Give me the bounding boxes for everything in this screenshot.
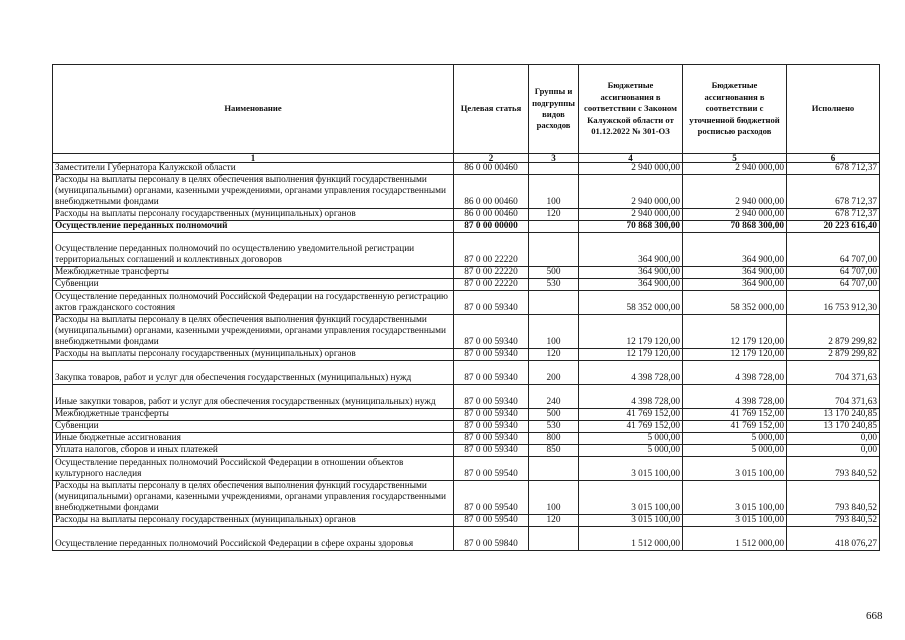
row-target-article: 87 0 00 59340 bbox=[454, 291, 529, 315]
row-budget-refined: 4 398 728,00 bbox=[683, 361, 787, 385]
row-expense-group: 500 bbox=[529, 267, 579, 279]
table-row bbox=[53, 233, 880, 267]
row-name: Закупка товаров, работ и услуг для обеспечения государственных (муниципальных) нужд bbox=[53, 361, 454, 385]
row-executed: 678 712,37 bbox=[787, 163, 880, 175]
row-budget-law: 2 940 000,00 bbox=[579, 175, 683, 209]
table-row bbox=[53, 445, 880, 457]
row-expense-group: 120 bbox=[529, 349, 579, 361]
budget-execution-table bbox=[52, 64, 880, 551]
row-executed: 793 840,52 bbox=[787, 481, 880, 515]
row-budget-refined: 58 352 000,00 bbox=[683, 291, 787, 315]
row-name: Субвенции bbox=[53, 421, 454, 433]
header-name: Наименование bbox=[53, 65, 454, 154]
row-budget-refined: 12 179 120,00 bbox=[683, 349, 787, 361]
row-name: Иные закупки товаров, работ и услуг для обеспечения государственных (муниципальных) нужд bbox=[53, 385, 454, 409]
row-budget-refined: 2 940 000,00 bbox=[683, 175, 787, 209]
row-budget-refined: 364 900,00 bbox=[683, 267, 787, 279]
table-row bbox=[53, 527, 880, 551]
row-executed: 64 707,00 bbox=[787, 279, 880, 291]
row-budget-refined: 3 015 100,00 bbox=[683, 481, 787, 515]
row-target-article: 87 0 00 59840 bbox=[454, 527, 529, 551]
row-budget-refined: 1 512 000,00 bbox=[683, 527, 787, 551]
table-row bbox=[53, 291, 880, 315]
row-budget-law: 41 769 152,00 bbox=[579, 421, 683, 433]
row-target-article: 87 0 00 59540 bbox=[454, 481, 529, 515]
table-row bbox=[53, 175, 880, 209]
row-name: Осуществление переданных полномочий Российской Федерации в отношении объектов культурного наследия bbox=[53, 457, 454, 481]
row-target-article: 87 0 00 22220 bbox=[454, 279, 529, 291]
row-executed: 678 712,37 bbox=[787, 175, 880, 209]
row-target-article: 87 0 00 59340 bbox=[454, 349, 529, 361]
row-budget-refined: 364 900,00 bbox=[683, 279, 787, 291]
header-budget-refined: Бюджетные ассигнования в соответствии с уточненной бюджетной росписью расходов bbox=[683, 65, 787, 154]
row-budget-refined: 364 900,00 bbox=[683, 233, 787, 267]
row-budget-refined: 3 015 100,00 bbox=[683, 515, 787, 527]
row-executed: 793 840,52 bbox=[787, 457, 880, 481]
row-budget-law: 4 398 728,00 bbox=[579, 361, 683, 385]
row-expense-group bbox=[529, 233, 579, 267]
table-row bbox=[53, 385, 880, 409]
row-target-article: 87 0 00 59340 bbox=[454, 445, 529, 457]
row-executed: 704 371,63 bbox=[787, 361, 880, 385]
row-name: Уплата налогов, сборов и иных платежей bbox=[53, 445, 454, 457]
row-expense-group: 100 bbox=[529, 315, 579, 349]
row-budget-law: 5 000,00 bbox=[579, 433, 683, 445]
row-budget-refined: 5 000,00 bbox=[683, 445, 787, 457]
row-name: Расходы на выплаты персоналу в целях обеспечения выполнения функций государственными (муниципальными) органами, казенными учреждениями, органами управления государственными внебюджетными фондами bbox=[53, 315, 454, 349]
row-budget-law: 2 940 000,00 bbox=[579, 209, 683, 221]
row-name: Расходы на выплаты персоналу в целях обеспечения выполнения функций государственными (муниципальными) органами, казенными учреждениями, органами управления государственными внебюджетными фондами bbox=[53, 481, 454, 515]
header-expense-group: Группы и подгруппы видов расходов bbox=[529, 65, 579, 154]
row-budget-law: 364 900,00 bbox=[579, 233, 683, 267]
row-name: Осуществление переданных полномочий по осуществлению уведомительной регистрации территориальных соглашений и коллективных договоров bbox=[53, 233, 454, 267]
header-target-article: Целевая статья bbox=[454, 65, 529, 154]
row-target-article: 87 0 00 59540 bbox=[454, 457, 529, 481]
column-number: 2 bbox=[454, 154, 529, 163]
row-budget-law: 1 512 000,00 bbox=[579, 527, 683, 551]
row-budget-refined: 41 769 152,00 bbox=[683, 409, 787, 421]
row-target-article: 87 0 00 22220 bbox=[454, 267, 529, 279]
row-budget-refined: 5 000,00 bbox=[683, 433, 787, 445]
table-row bbox=[53, 267, 880, 279]
row-expense-group bbox=[529, 527, 579, 551]
page-number: 668 bbox=[866, 610, 883, 622]
row-target-article: 86 0 00 00460 bbox=[454, 163, 529, 175]
row-budget-refined: 4 398 728,00 bbox=[683, 385, 787, 409]
row-expense-group: 530 bbox=[529, 421, 579, 433]
row-name: Межбюджетные трансферты bbox=[53, 267, 454, 279]
row-budget-refined: 41 769 152,00 bbox=[683, 421, 787, 433]
row-budget-law: 41 769 152,00 bbox=[579, 409, 683, 421]
table-row bbox=[53, 421, 880, 433]
row-target-article: 87 0 00 59340 bbox=[454, 409, 529, 421]
row-executed: 64 707,00 bbox=[787, 233, 880, 267]
row-budget-law: 12 179 120,00 bbox=[579, 315, 683, 349]
column-number: 1 bbox=[53, 154, 454, 163]
table-row bbox=[53, 409, 880, 421]
row-target-article: 87 0 00 59340 bbox=[454, 315, 529, 349]
table-row bbox=[53, 457, 880, 481]
row-executed: 13 170 240,85 bbox=[787, 409, 880, 421]
row-budget-refined: 12 179 120,00 bbox=[683, 315, 787, 349]
row-expense-group: 850 bbox=[529, 445, 579, 457]
row-budget-law: 4 398 728,00 bbox=[579, 385, 683, 409]
row-name: Межбюджетные трансферты bbox=[53, 409, 454, 421]
row-executed: 2 879 299,82 bbox=[787, 315, 880, 349]
column-number: 3 bbox=[529, 154, 579, 163]
row-target-article: 87 0 00 22220 bbox=[454, 233, 529, 267]
row-expense-group: 200 bbox=[529, 361, 579, 385]
row-target-article: 86 0 00 00460 bbox=[454, 175, 529, 209]
row-budget-law: 5 000,00 bbox=[579, 445, 683, 457]
table-row bbox=[53, 163, 880, 175]
column-number: 4 bbox=[579, 154, 683, 163]
row-budget-refined: 3 015 100,00 bbox=[683, 457, 787, 481]
row-budget-law: 364 900,00 bbox=[579, 279, 683, 291]
row-budget-law: 3 015 100,00 bbox=[579, 457, 683, 481]
row-target-article: 87 0 00 59340 bbox=[454, 361, 529, 385]
table-header-row bbox=[53, 65, 880, 154]
row-executed: 678 712,37 bbox=[787, 209, 880, 221]
row-name: Субвенции bbox=[53, 279, 454, 291]
table-row bbox=[53, 515, 880, 527]
row-name: Расходы на выплаты персоналу в целях обеспечения выполнения функций государственными (муниципальными) органами, казенными учреждениями, органами управления государственными внебюджетными фондами bbox=[53, 175, 454, 209]
table-row bbox=[53, 221, 880, 233]
row-expense-group: 100 bbox=[529, 481, 579, 515]
row-executed: 793 840,52 bbox=[787, 515, 880, 527]
row-executed: 2 879 299,82 bbox=[787, 349, 880, 361]
table-row bbox=[53, 349, 880, 361]
table-row bbox=[53, 209, 880, 221]
column-number: 6 bbox=[787, 154, 880, 163]
row-executed: 704 371,63 bbox=[787, 385, 880, 409]
row-budget-refined: 70 868 300,00 bbox=[683, 221, 787, 233]
column-number-row bbox=[53, 154, 880, 163]
row-target-article: 87 0 00 59340 bbox=[454, 385, 529, 409]
row-budget-law: 3 015 100,00 bbox=[579, 515, 683, 527]
row-expense-group bbox=[529, 221, 579, 233]
row-name: Осуществление переданных полномочий Российской Федерации на государственную регистрацию актов гражданского состояния bbox=[53, 291, 454, 315]
row-target-article: 87 0 00 59340 bbox=[454, 433, 529, 445]
row-executed: 0,00 bbox=[787, 445, 880, 457]
row-executed: 418 076,27 bbox=[787, 527, 880, 551]
row-expense-group: 120 bbox=[529, 515, 579, 527]
column-number: 5 bbox=[683, 154, 787, 163]
row-expense-group: 530 bbox=[529, 279, 579, 291]
row-executed: 20 223 616,40 bbox=[787, 221, 880, 233]
table-row bbox=[53, 481, 880, 515]
row-budget-refined: 2 940 000,00 bbox=[683, 209, 787, 221]
row-executed: 13 170 240,85 bbox=[787, 421, 880, 433]
row-name: Иные бюджетные ассигнования bbox=[53, 433, 454, 445]
row-name: Расходы на выплаты персоналу государственных (муниципальных) органов bbox=[53, 209, 454, 221]
header-budget-law: Бюджетные ассигнования в соответствии с Законом Калужской области от 01.12.2022 № 301-ОЗ bbox=[579, 65, 683, 154]
row-expense-group: 800 bbox=[529, 433, 579, 445]
row-target-article: 87 0 00 59540 bbox=[454, 515, 529, 527]
row-name: Заместители Губернатора Калужской области bbox=[53, 163, 454, 175]
row-budget-law: 12 179 120,00 bbox=[579, 349, 683, 361]
row-budget-law: 364 900,00 bbox=[579, 267, 683, 279]
row-budget-law: 2 940 000,00 bbox=[579, 163, 683, 175]
row-expense-group: 120 bbox=[529, 209, 579, 221]
row-target-article: 87 0 00 00000 bbox=[454, 221, 529, 233]
table-row bbox=[53, 361, 880, 385]
row-executed: 16 753 912,30 bbox=[787, 291, 880, 315]
row-expense-group bbox=[529, 291, 579, 315]
table-row bbox=[53, 433, 880, 445]
row-target-article: 87 0 00 59340 bbox=[454, 421, 529, 433]
row-executed: 64 707,00 bbox=[787, 267, 880, 279]
row-budget-law: 3 015 100,00 bbox=[579, 481, 683, 515]
table-row bbox=[53, 315, 880, 349]
header-executed: Исполнено bbox=[787, 65, 880, 154]
row-budget-refined: 2 940 000,00 bbox=[683, 163, 787, 175]
row-target-article: 86 0 00 00460 bbox=[454, 209, 529, 221]
row-budget-law: 70 868 300,00 bbox=[579, 221, 683, 233]
table-body bbox=[53, 163, 880, 551]
row-expense-group: 240 bbox=[529, 385, 579, 409]
row-budget-law: 58 352 000,00 bbox=[579, 291, 683, 315]
row-expense-group bbox=[529, 163, 579, 175]
row-executed: 0,00 bbox=[787, 433, 880, 445]
row-expense-group: 100 bbox=[529, 175, 579, 209]
row-name: Осуществление переданных полномочий Российской Федерации в сфере охраны здоровья bbox=[53, 527, 454, 551]
row-expense-group bbox=[529, 457, 579, 481]
row-expense-group: 500 bbox=[529, 409, 579, 421]
row-name: Осуществление переданных полномочий bbox=[53, 221, 454, 233]
table-row bbox=[53, 279, 880, 291]
row-name: Расходы на выплаты персоналу государственных (муниципальных) органов bbox=[53, 349, 454, 361]
row-name: Расходы на выплаты персоналу государственных (муниципальных) органов bbox=[53, 515, 454, 527]
